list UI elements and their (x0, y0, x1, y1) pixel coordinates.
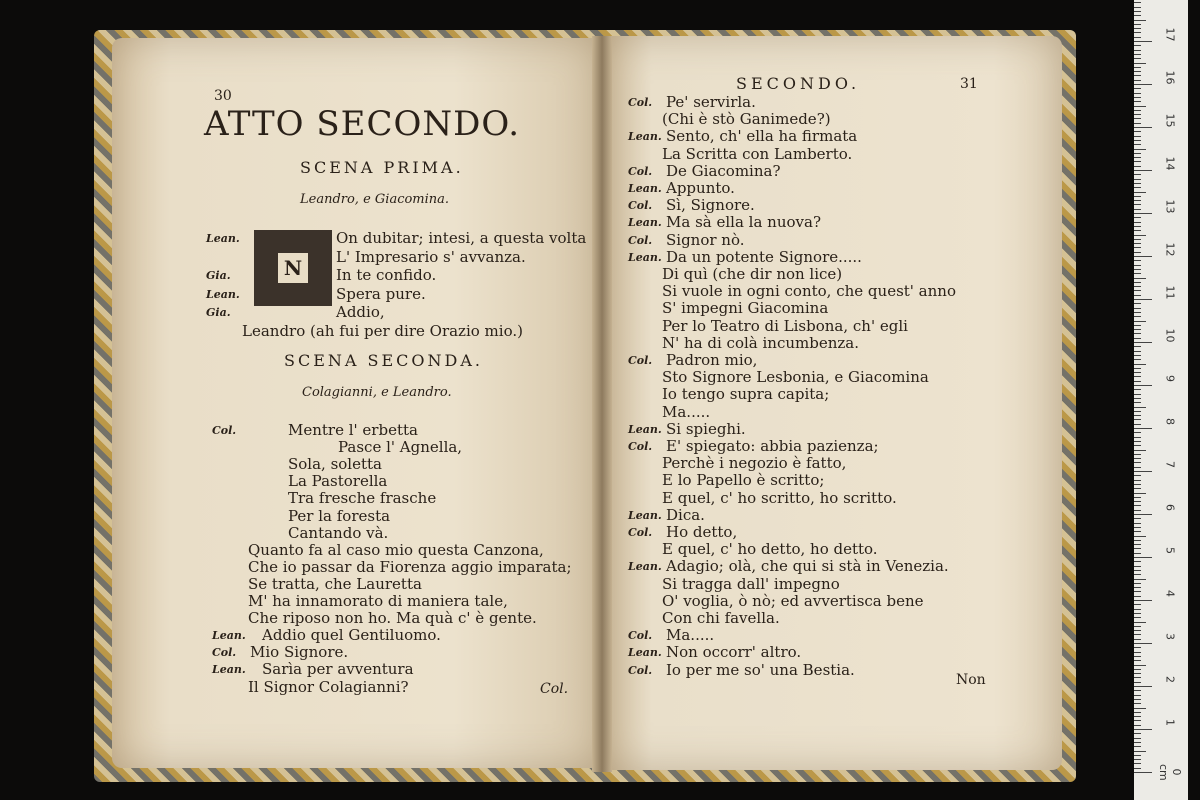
ruler-tick (1134, 514, 1152, 515)
verse-line: E' spiegato: abbia pazienza; (666, 437, 879, 455)
ruler-tick (1134, 372, 1141, 373)
measuring-ruler (1134, 0, 1188, 800)
ruler-tick (1134, 768, 1141, 769)
ruler-tick (1134, 432, 1141, 433)
ruler-tick (1134, 613, 1141, 614)
verse-line: Ma..... (666, 626, 715, 645)
ruler-tick (1134, 729, 1152, 730)
ruler-tick (1134, 325, 1141, 326)
ruler-tick (1134, 570, 1141, 571)
speaker-label: Lean. (628, 508, 662, 522)
ruler-tick (1134, 746, 1141, 747)
verse-line: S' impegni Giacomina (662, 299, 829, 318)
ruler-tick (1134, 114, 1141, 115)
ruler-label: 8 (1163, 418, 1177, 425)
verse-line: Addio quel Gentiluomo. (262, 626, 441, 645)
left-page-number: 30 (214, 88, 232, 104)
ruler-tick (1134, 394, 1141, 395)
speaker-label: Col. (212, 646, 237, 660)
ruler-tick (1134, 338, 1141, 339)
ruler-tick (1134, 41, 1152, 42)
verse-line: Per lo Teatro di Lisbona, ch' egli (662, 316, 908, 335)
ruler-tick (1134, 639, 1141, 640)
ruler-tick (1134, 243, 1141, 244)
ruler-tick (1134, 355, 1141, 356)
ruler-tick (1134, 566, 1141, 567)
ruler-tick (1134, 497, 1141, 498)
ruler-tick (1134, 230, 1141, 231)
act-title: ATTO SECONDO. (204, 104, 521, 144)
left-catchword: Col. (540, 681, 569, 697)
ruler-label: 9 (1163, 375, 1177, 382)
ruler-tick (1134, 329, 1141, 330)
verse-line: M' ha innamorato di maniera tale, (248, 592, 508, 610)
ruler-tick (1134, 574, 1141, 575)
speaker-label: Gia. (206, 306, 231, 320)
verse-line: L' Impresario s' avvanza. (336, 247, 526, 266)
ruler-tick (1134, 282, 1141, 283)
ruler-tick (1134, 179, 1141, 180)
ruler-tick (1134, 45, 1141, 46)
ruler-tick (1134, 140, 1141, 141)
verse-line: (Chi è stò Ganimede?) (662, 110, 831, 129)
ruler-tick (1134, 450, 1146, 451)
verse-line: Spera pure. (336, 284, 426, 303)
ruler-tick (1134, 690, 1141, 691)
speaker-label: Col. (628, 199, 653, 213)
ruler-tick (1134, 149, 1146, 150)
verse-line: Signor nò. (666, 230, 745, 249)
ruler-tick (1134, 106, 1146, 107)
ruler-tick (1134, 656, 1141, 657)
scene1-heading: SCENA PRIMA. (300, 158, 464, 177)
verse-line: Si spieghi. (666, 419, 746, 438)
right-page-number: 31 (960, 76, 978, 92)
ruler-tick (1134, 755, 1141, 756)
verse-line: Sola, soletta (288, 455, 382, 474)
ruler-tick (1134, 166, 1141, 167)
ruler-tick (1134, 600, 1152, 601)
verse-line: Mentre l' erbetta (288, 421, 418, 439)
ruler-tick (1134, 183, 1141, 184)
speaker-label: Col. (628, 663, 653, 677)
ruler-tick (1134, 462, 1141, 463)
ruler-tick (1134, 695, 1141, 696)
verse-line: N' ha di colà incumbenza. (662, 333, 859, 352)
book-gutter (592, 36, 612, 772)
ruler-tick (1134, 699, 1141, 700)
verse-line: Sì, Signore. (666, 196, 755, 215)
ruler-tick (1134, 720, 1141, 721)
verse-line: De Giacomina? (666, 161, 781, 180)
ruler-label: 12 (1163, 242, 1177, 257)
ruler-tick (1134, 256, 1152, 257)
ruler-tick (1134, 161, 1141, 162)
ruler-tick (1134, 273, 1141, 274)
ruler-tick (1134, 312, 1141, 313)
ruler-tick (1134, 510, 1141, 511)
ruler-tick (1134, 531, 1141, 532)
verse-line: Adagio; olà, che qui si stà in Venezia. (666, 557, 949, 576)
verse-line: Sento, ch' ella ha firmata (666, 127, 858, 146)
ruler-tick (1134, 561, 1141, 562)
ruler-tick (1134, 669, 1141, 670)
ruler-tick (1134, 733, 1141, 734)
verse-line: Se tratta, che Lauretta (248, 574, 422, 593)
ruler-tick (1134, 196, 1141, 197)
verse-line: Cantando và. (288, 523, 389, 542)
ruler-tick (1134, 647, 1141, 648)
speaker-label: Lean. (212, 629, 246, 643)
ruler-tick (1134, 368, 1141, 369)
ruler-label: 2 (1163, 676, 1177, 683)
ruler-tick (1134, 265, 1141, 266)
ruler-tick (1134, 622, 1146, 623)
ruler-tick (1134, 682, 1141, 683)
verse-line: Per la foresta (288, 506, 391, 525)
ruler-tick (1134, 398, 1141, 399)
ruler-tick (1134, 376, 1141, 377)
verse-line: E lo Papello è scritto; (662, 471, 825, 490)
ruler-tick (1134, 144, 1141, 145)
ruler-tick (1134, 475, 1141, 476)
ruler-label: 3 (1163, 633, 1177, 640)
verse-line: Io per me so' una Bestia. (666, 660, 855, 679)
ruler-tick (1134, 222, 1141, 223)
ruler-tick (1134, 617, 1141, 618)
ruler-tick (1134, 587, 1141, 588)
right-catchword: Non (956, 672, 986, 688)
ruler-tick (1134, 346, 1141, 347)
verse-line: Padron mio, (666, 351, 758, 369)
verse-line: E quel, c' ho detto, ho detto. (662, 540, 878, 559)
ruler-tick (1134, 58, 1141, 59)
ruler-tick (1134, 411, 1141, 412)
ruler-tick (1134, 630, 1141, 631)
ruler-tick (1134, 634, 1141, 635)
ruler-tick (1134, 763, 1141, 764)
verse-line: Sto Signore Lesbonia, e Giacomina (662, 368, 929, 387)
speaker-label: Col. (628, 354, 653, 367)
ruler-tick (1134, 703, 1141, 704)
ruler-tick (1134, 192, 1146, 193)
verse-line: Si vuole in ogni conto, che quest' anno (662, 282, 956, 301)
speaker-label: Col. (628, 164, 653, 178)
ruler-tick (1134, 32, 1141, 33)
ruler-tick (1134, 37, 1141, 38)
scene2-heading: SCENA SECONDA. (284, 351, 483, 370)
ruler-tick (1134, 308, 1141, 309)
ruler-tick (1134, 54, 1141, 55)
verse-line: Io tengo supra capita; (662, 385, 830, 404)
ruler-tick (1134, 342, 1152, 343)
speaker-label: Lean. (628, 646, 662, 660)
ruler-tick (1134, 50, 1141, 51)
ruler-tick (1134, 136, 1141, 137)
ruler-tick (1134, 677, 1141, 678)
ruler-tick (1134, 467, 1141, 468)
ruler-tick (1134, 75, 1141, 76)
ruler-tick (1134, 88, 1141, 89)
ruler-tick (1134, 290, 1141, 291)
ruler-tick (1134, 28, 1141, 29)
ruler-tick (1134, 24, 1141, 25)
ruler-tick (1134, 501, 1141, 502)
ruler-tick (1134, 725, 1141, 726)
ruler-tick (1134, 299, 1152, 300)
verse-line: O' voglia, ò nò; ed avvertisca bene (662, 591, 924, 610)
ruler-label: 16 (1163, 70, 1177, 85)
ruler-label: 13 (1163, 199, 1177, 214)
ruler-tick (1134, 505, 1141, 506)
verse-line: Tra fresche frasche (288, 489, 437, 508)
ruler-tick (1134, 316, 1141, 317)
ruler-tick (1134, 278, 1146, 279)
ruler-tick (1134, 660, 1141, 661)
verse-line: Perchè i negozio è fatto, (662, 454, 847, 473)
ornamental-dropcap: N (254, 230, 332, 306)
speaker-label: Col. (212, 424, 237, 437)
ruler-tick (1134, 583, 1141, 584)
speaker-label: Col. (628, 233, 653, 247)
ruler-tick (1134, 286, 1141, 287)
ruler-tick (1134, 209, 1141, 210)
ruler-tick (1134, 407, 1146, 408)
ruler-tick (1134, 454, 1141, 455)
ruler-tick (1134, 493, 1146, 494)
ruler-tick (1134, 553, 1141, 554)
speaker-label: Col. (628, 96, 653, 109)
ruler-label: 11 (1163, 285, 1177, 300)
ruler-tick (1134, 402, 1141, 403)
ruler-tick (1134, 364, 1146, 365)
ruler-label: 0 cm (1157, 764, 1183, 781)
ruler-tick (1134, 759, 1141, 760)
ruler-tick (1134, 738, 1141, 739)
speaker-label: Lean. (628, 560, 662, 574)
ruler-tick (1134, 174, 1141, 175)
speaker-label: Lean. (628, 422, 662, 436)
ruler-tick (1134, 548, 1141, 549)
ruler-tick (1134, 471, 1152, 472)
ruler-tick (1134, 415, 1141, 416)
ruler-tick (1134, 63, 1146, 64)
ruler-tick (1134, 480, 1141, 481)
ruler-tick (1134, 71, 1141, 72)
ruler-tick (1134, 626, 1141, 627)
verse-line: Da un potente Signore..... (666, 247, 862, 266)
speaker-label: Col. (628, 526, 653, 539)
ruler-label: 10 (1163, 328, 1177, 343)
ruler-tick (1134, 204, 1141, 205)
verse-line: Pe' servirla. (666, 93, 756, 111)
ruler-tick (1134, 97, 1141, 98)
ruler-tick (1134, 321, 1146, 322)
ruler-tick (1134, 579, 1146, 580)
ruler-tick (1134, 596, 1141, 597)
speaker-label: Lean. (206, 232, 240, 245)
ruler-tick (1134, 424, 1141, 425)
verse-line: Sarìa per avventura (262, 660, 414, 679)
verse-line: Leandro (ah fui per dire Orazio mio.) (242, 322, 523, 340)
ruler-tick (1134, 269, 1141, 270)
speaker-label: Lean. (628, 182, 662, 195)
ruler-tick (1134, 7, 1141, 8)
speaker-label: Lean. (628, 216, 662, 230)
ruler-tick (1134, 716, 1141, 717)
ruler-tick (1134, 67, 1141, 68)
ruler-tick (1134, 437, 1141, 438)
ruler-tick (1134, 544, 1141, 545)
ruler-tick (1134, 385, 1152, 386)
verse-line: Ma..... (662, 402, 711, 421)
verse-line: Di quì (che dir non lice) (662, 265, 843, 283)
ruler-tick (1134, 20, 1146, 21)
verse-line: Il Signor Colagianni? (248, 677, 409, 696)
ruler-tick (1134, 123, 1141, 124)
ruler-tick (1134, 170, 1152, 171)
verse-line: Non occorr' altro. (666, 643, 802, 662)
verse-line: Ho detto, (666, 523, 738, 541)
ruler-tick (1134, 200, 1141, 201)
ruler-tick (1134, 247, 1141, 248)
verse-line: E quel, c' ho scritto, ho scritto. (662, 488, 897, 507)
ruler-label: 6 (1163, 504, 1177, 511)
ruler-tick (1134, 557, 1152, 558)
verse-line: Pasce l' Agnella, (338, 438, 463, 457)
ruler-tick (1134, 303, 1141, 304)
ruler-tick (1134, 127, 1152, 128)
ruler-tick (1134, 441, 1141, 442)
ruler-tick (1134, 540, 1141, 541)
ruler-tick (1134, 708, 1146, 709)
ruler-label: 14 (1163, 156, 1177, 171)
ruler-tick (1134, 226, 1141, 227)
ruler-tick (1134, 333, 1141, 334)
ruler-tick (1134, 93, 1141, 94)
ruler-tick (1134, 751, 1146, 752)
ruler-tick (1134, 665, 1146, 666)
ruler-tick (1134, 157, 1141, 158)
verse-line: La Pastorella (288, 472, 388, 491)
ruler-tick (1134, 527, 1141, 528)
ruler-tick (1134, 523, 1141, 524)
speaker-label: Lean. (628, 250, 662, 264)
ruler-tick (1134, 295, 1141, 296)
verse-line: Dica. (666, 505, 705, 524)
verse-line: Che io passar da Fiorenza aggio imparata; (248, 557, 572, 576)
ruler-tick (1134, 389, 1141, 390)
scene1-characters: Leandro, e Giacomina. (300, 192, 450, 207)
ruler-tick (1134, 84, 1152, 85)
ruler-tick (1134, 11, 1141, 12)
verse-line: Si tragga dall' impegno (662, 574, 840, 593)
ruler-tick (1134, 484, 1141, 485)
ruler-tick (1134, 260, 1141, 261)
ruler-tick (1134, 445, 1141, 446)
ruler-tick (1134, 609, 1141, 610)
verse-line: Addio, (336, 303, 385, 322)
ruler-tick (1134, 187, 1141, 188)
ruler-tick (1134, 643, 1152, 644)
ruler-tick (1134, 118, 1141, 119)
scene2-characters: Colagianni, e Leandro. (302, 385, 452, 400)
ruler-tick (1134, 101, 1141, 102)
ruler-label: 4 (1163, 590, 1177, 597)
ruler-tick (1134, 110, 1141, 111)
ruler-tick (1134, 772, 1152, 773)
verse-line: Quanto fa al caso mio questa Canzona, (248, 540, 544, 559)
ruler-tick (1134, 2, 1141, 3)
ruler-tick (1134, 359, 1141, 360)
running-head: SECONDO. (736, 74, 861, 93)
ruler-tick (1134, 419, 1141, 420)
ruler-tick (1134, 80, 1141, 81)
ruler-tick (1134, 686, 1152, 687)
ruler-tick (1134, 591, 1141, 592)
ruler-tick (1134, 381, 1141, 382)
speaker-label: Lean. (206, 287, 240, 301)
ruler-tick (1134, 153, 1141, 154)
verse-line: In te confido. (336, 266, 437, 285)
speaker-label: Lean. (212, 663, 246, 677)
ruler-tick (1134, 652, 1141, 653)
speaker-label: Col. (628, 629, 653, 643)
ruler-label: 15 (1163, 113, 1177, 128)
ruler-tick (1134, 239, 1141, 240)
left-page (112, 38, 600, 768)
ruler-label: 7 (1163, 461, 1177, 468)
verse-line: La Scritta con Lamberto. (662, 144, 853, 163)
speaker-label: Lean. (628, 130, 662, 144)
ruler-tick (1134, 518, 1141, 519)
ruler-tick (1134, 742, 1141, 743)
ruler-tick (1134, 428, 1152, 429)
ruler-tick (1134, 351, 1141, 352)
speaker-label: Gia. (206, 269, 231, 283)
ruler-tick (1134, 604, 1141, 605)
verse-line: Con chi favella. (662, 609, 780, 627)
ruler-tick (1134, 673, 1141, 674)
ruler-tick (1134, 712, 1141, 713)
verse-line: Appunto. (666, 179, 735, 197)
ruler-tick (1134, 536, 1146, 537)
verse-line: Ma sà ella la nuova? (666, 213, 821, 232)
ruler-tick (1134, 235, 1146, 236)
ruler-label: 17 (1163, 27, 1177, 42)
ruler-tick (1134, 213, 1152, 214)
speaker-label: Col. (628, 440, 653, 453)
ruler-label: 1 (1163, 719, 1177, 726)
ruler-label: 5 (1163, 547, 1177, 554)
ruler-tick (1134, 217, 1141, 218)
ruler-tick (1134, 252, 1141, 253)
ruler-tick (1134, 15, 1141, 16)
verse-line: Mio Signore. (250, 643, 349, 662)
ruler-tick (1134, 458, 1141, 459)
ruler-tick (1134, 488, 1141, 489)
verse-line: On dubitar; intesi, a questa volta (336, 229, 587, 247)
ruler-tick (1134, 131, 1141, 132)
verse-line: Che riposo non ho. Ma quà c' è gente. (248, 609, 537, 628)
